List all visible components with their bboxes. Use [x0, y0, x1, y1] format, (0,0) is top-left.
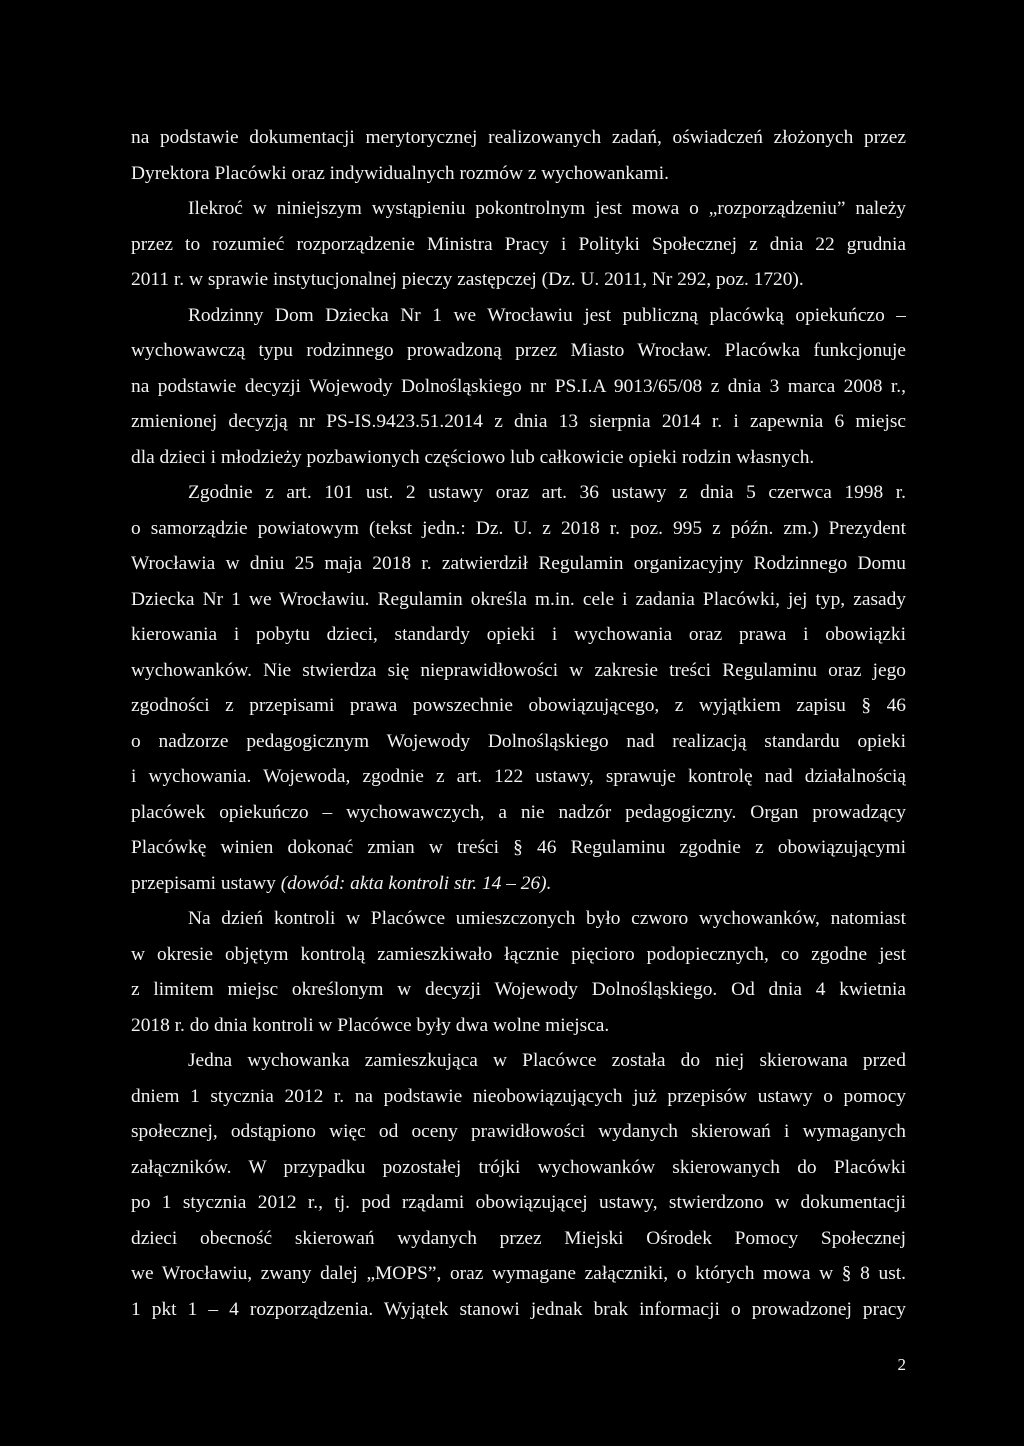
- page-number: 2: [897, 1355, 906, 1374]
- text-line: 2018 r. do dnia kontroli w Placówce były dwa wolne miejsca.: [131, 1014, 610, 1036]
- text-line: Dziecka Nr 1 we Wrocławiu. Regulamin określa m.in. cele i zadania Placówki, jej typ, zasady: [131, 588, 906, 610]
- paragraph-start-line: Rodzinny Dom Dziecka Nr 1 we Wrocławiu jest publiczną placówką opiekuńczo –: [188, 304, 906, 326]
- text-line: z limitem miejsc określonym w decyzji Wojewody Dolnośląskiego. Od dnia 4 kwietnia: [131, 979, 906, 1000]
- text-line: przez to rozumieć rozporządzenie Ministra Pracy i Polityki Społecznej z dnia 22 grudnia: [131, 233, 906, 255]
- text-line: w okresie objętym kontrolą zamieszkiwało łącznie pięcioro podopiecznych, co zgodne jest: [131, 943, 906, 965]
- text-line-with-evidence: [131, 866, 906, 902]
- text-line: dniem 1 stycznia 2012 r. na podstawie nieobowiązujących już przepisów ustawy o pomocy: [131, 1085, 906, 1107]
- text-line: na podstawie decyzji Wojewody Dolnośląskiego nr PS.I.A 9013/65/08 z dnia 3 marca 2008 r.,: [131, 375, 906, 397]
- text-line: 2011 r. w sprawie instytucjonalnej pieczy zastępczej (Dz. U. 2011, Nr 292, poz. 1720).: [131, 269, 804, 290]
- text-line: Placówkę winien dokonać zmian w treści § 46 Regulaminu zgodnie z obowiązującymi: [131, 837, 906, 858]
- text-line: zmienionej decyzją nr PS-IS.9423.51.2014 z dnia 13 sierpnia 2014 r. i zapewnia 6 miejsc: [131, 411, 906, 432]
- text-line: Dyrektora Placówki oraz indywidualnych rozmów z wychowankami.: [131, 162, 669, 184]
- text-line: Wrocławia w dniu 25 maja 2018 r. zatwierdził Regulamin organizacyjny Rodzinnego Domu: [131, 553, 906, 574]
- text-line: zgodności z przepisami prawa powszechnie obowiązującego, z wyjątkiem zapisu § 46: [131, 695, 906, 716]
- text-line: placówek opiekuńczo – wychowawczych, a nie nadzór pedagogiczny. Organ prowadzący: [131, 801, 906, 823]
- text-line: dla dzieci i młodzieży pozbawionych częściowo lub całkowicie opieki rodzin własnych.: [131, 446, 815, 468]
- text-line: po 1 stycznia 2012 r., tj. pod rządami obowiązującej ustawy, stwierdzono w dokumentacji: [131, 1192, 906, 1213]
- text-line: wychowanków. Nie stwierdza się nieprawidłowości w zakresie treści Regulaminu oraz jego: [131, 659, 906, 681]
- document-body: [131, 120, 906, 1327]
- text-line: o nadzorze pedagogicznym Wojewody Dolnośląskiego nad realizacją standardu opieki: [131, 730, 906, 752]
- text-line: i wychowania. Wojewoda, zgodnie z art. 122 ustawy, sprawuje kontrolę nad działalnością: [131, 766, 906, 787]
- text-line: wychowawczą typu rodzinnego prowadzoną przez Miasto Wrocław. Placówka funkcjonuje: [131, 340, 906, 361]
- text-line: dzieci obecność skierowań wydanych przez Miejski Ośrodek Pomocy Społecznej: [131, 1227, 906, 1249]
- paragraph-start-line: Zgodnie z art. 101 ust. 2 ustawy oraz art. 36 ustawy z dnia 5 czerwca 1998 r.: [188, 482, 906, 503]
- text-line: o samorządzie powiatowym (tekst jedn.: Dz. U. z 2018 r. poz. 995 z późn. zm.) Prezydent: [131, 517, 906, 539]
- text-line: 1 pkt 1 – 4 rozporządzenia. Wyjątek stanowi jednak brak informacji o prowadzonej pracy: [131, 1298, 906, 1320]
- text-line: załączników. W przypadku pozostałej trójki wychowanków skierowanych do Placówki: [131, 1156, 906, 1178]
- text-line: społecznej, odstąpiono więc od oceny prawidłowości wydanych skierowań i wymaganych: [131, 1121, 906, 1142]
- text-segment: przepisami ustawy: [131, 872, 281, 894]
- text-line: na podstawie dokumentacji merytorycznej realizowanych zadań, oświadczeń złożonych przez: [131, 127, 906, 148]
- paragraph-start-line: Ilekroć w niniejszym wystąpieniu pokontrolnym jest mowa o „rozporządzeniu” należy: [188, 198, 906, 219]
- text-line: kierowania i pobytu dzieci, standardy opieki i wychowania oraz prawa i obowiązki: [131, 624, 906, 645]
- paragraph-start-line: Na dzień kontroli w Placówce umieszczonych było czworo wychowanków, natomiast: [188, 908, 906, 929]
- text-line: we Wrocławiu, zwany dalej „MOPS”, oraz wymagane załączniki, o których mowa w § 8 ust.: [131, 1263, 906, 1284]
- evidence-reference: (dowód: akta kontroli str. 14 – 26).: [280, 872, 552, 894]
- paragraph-start-line: Jedna wychowanka zamieszkująca w Placówce została do niej skierowana przed: [188, 1050, 906, 1071]
